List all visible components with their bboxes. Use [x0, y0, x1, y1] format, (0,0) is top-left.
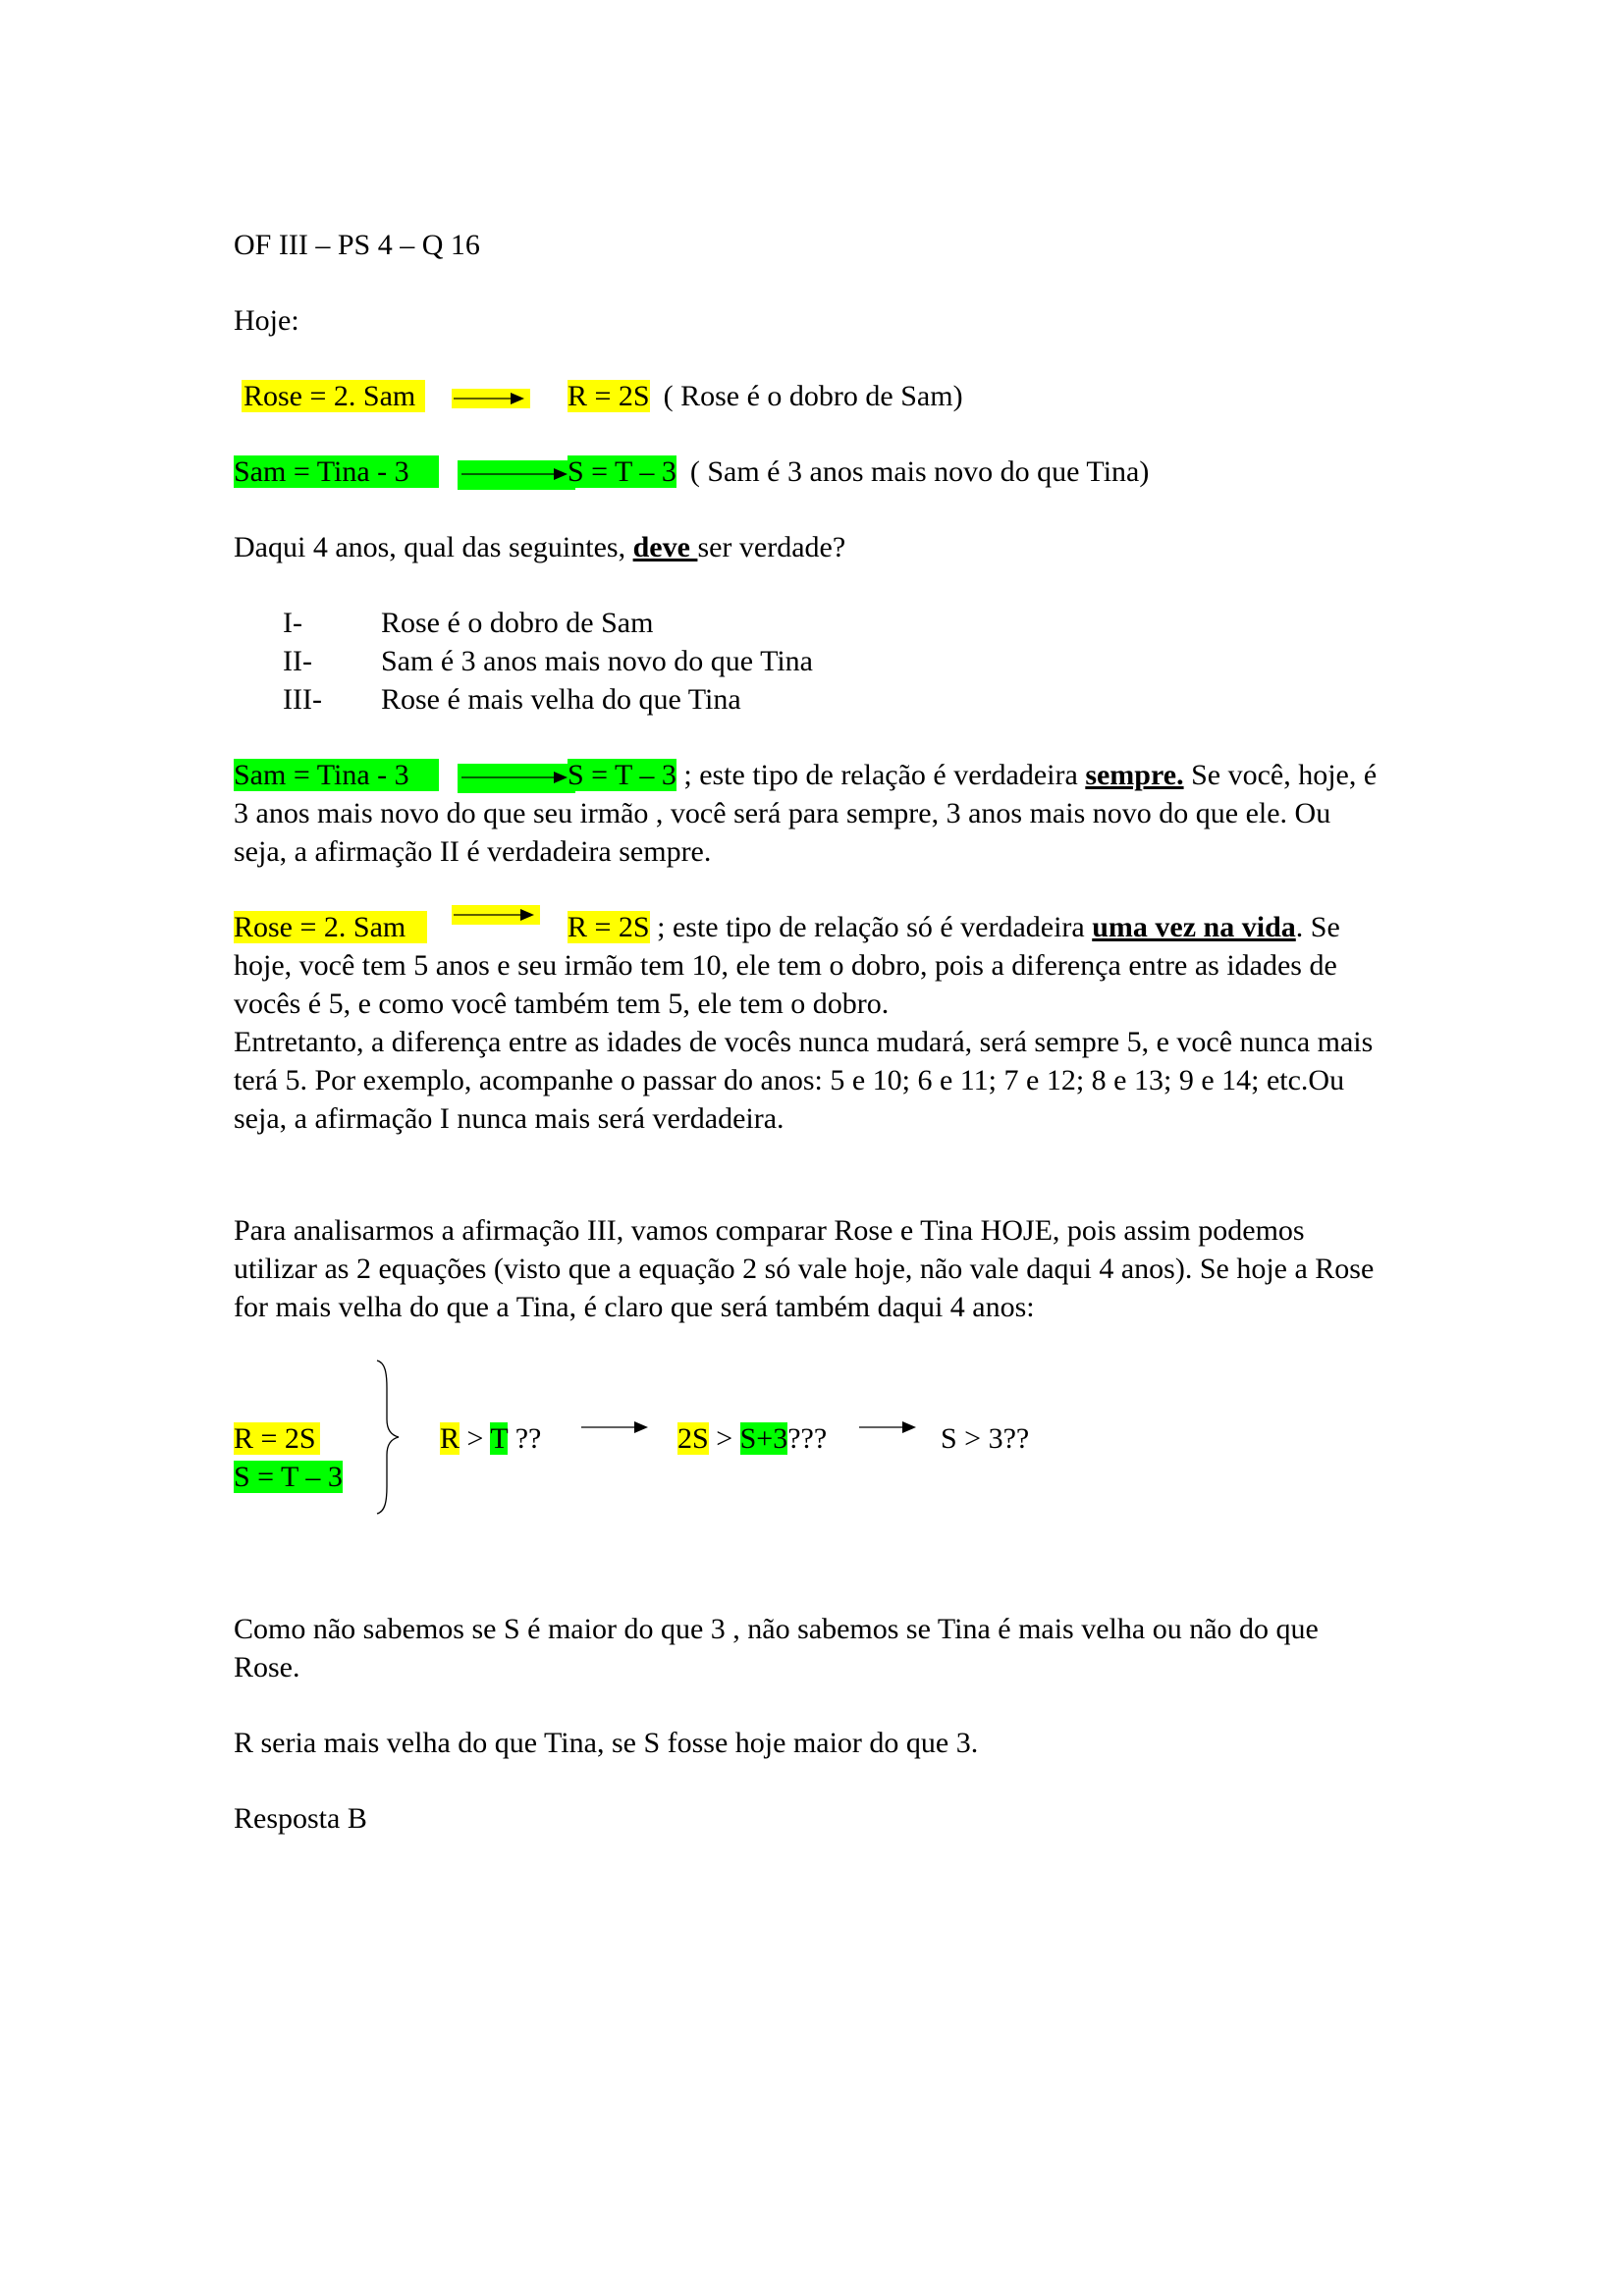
- hoje-label: Hoje:: [234, 304, 299, 337]
- analysis1-line4: Entretanto, a diferença entre as idades de vocês nunca mudará, será sempre 5, e você nunca mais: [234, 1026, 1374, 1058]
- conclusion-line1: Como não sabemos se S é maior do que 3 , não sabemos se Tina é mais velha ou não do que: [234, 1613, 1319, 1645]
- arrow-icon: [458, 764, 575, 793]
- question: Daqui 4 anos, qual das seguintes, deve ser verdade?: [234, 531, 846, 563]
- eq1-right: R = 2S ( Rose é o dobro de Sam): [568, 380, 963, 412]
- analysis1-left: Rose = 2. Sam: [234, 908, 427, 946]
- system-step1: R > T ??: [440, 1422, 542, 1455]
- eq2-left: Sam = Tina - 3: [234, 453, 439, 491]
- arrow-icon: [579, 1417, 653, 1437]
- system-eq-a: R = 2S: [234, 1419, 320, 1458]
- analysis3-line3: for mais velha do que a Tina, é claro que será também daqui 4 anos:: [234, 1291, 1035, 1323]
- option-num: III-: [283, 683, 322, 716]
- system-step2: 2S > S+3???: [677, 1422, 828, 1455]
- option-num: II-: [283, 645, 312, 677]
- conclusion-line3: R seria mais velha do que Tina, se S fosse hoje maior do que 3.: [234, 1727, 979, 1759]
- analysis2-line2: 3 anos mais novo do que seu irmão , você será para sempre, 3 anos mais novo do que ele. Ou: [234, 797, 1331, 829]
- analysis3-line2: utilizar as 2 equações (visto que a equação 2 só vale hoje, não vale daqui 4 anos). Se hoje a Rose: [234, 1253, 1375, 1285]
- right-brace-icon: [373, 1359, 403, 1516]
- arrow-icon: [452, 905, 540, 925]
- option-text: Sam é 3 anos mais novo do que Tina: [381, 645, 813, 677]
- eq1-left: Rose = 2. Sam: [242, 377, 425, 415]
- analysis2-left: Sam = Tina - 3: [234, 756, 439, 794]
- arrow-icon: [857, 1417, 921, 1437]
- system-eq-b: S = T – 3: [234, 1461, 343, 1493]
- analysis1-line3: vocês é 5, e como você também tem 5, ele tem o dobro.: [234, 988, 890, 1020]
- option-text: Rose é o dobro de Sam: [381, 607, 654, 639]
- arrow-icon: [458, 460, 575, 490]
- option-text: Rose é mais velha do que Tina: [381, 683, 741, 716]
- conclusion-line2: Rose.: [234, 1651, 300, 1683]
- arrow-icon: [452, 389, 530, 408]
- analysis1-line1: R = 2S ; este tipo de relação só é verdadeira uma vez na vida. Se: [568, 911, 1340, 943]
- analysis1-line2: hoje, você tem 5 anos e seu irmão tem 10, ele tem o dobro, pois a diferença entre as idades de: [234, 949, 1337, 982]
- analysis1-line5: terá 5. Por exemplo, acompanhe o passar do anos: 5 e 10; 6 e 11; 7 e 12; 8 e 13; 9 e 14; etc.Ou: [234, 1064, 1345, 1096]
- answer: Resposta B: [234, 1802, 367, 1835]
- option-num: I-: [283, 607, 302, 639]
- system-final: S > 3??: [941, 1422, 1030, 1455]
- analysis3-line1: Para analisarmos a afirmação III, vamos comparar Rose e Tina HOJE, pois assim podemos: [234, 1214, 1305, 1247]
- analysis2-line1: S = T – 3 ; este tipo de relação é verdadeira sempre. Se você, hoje, é: [568, 759, 1378, 791]
- page-title: OF III – PS 4 – Q 16: [234, 229, 480, 261]
- analysis1-line6: seja, a afirmação I nunca mais será verdadeira.: [234, 1102, 784, 1135]
- eq2-right: S = T – 3 ( Sam é 3 anos mais novo do que Tina): [568, 455, 1150, 488]
- analysis2-line3: seja, a afirmação II é verdadeira sempre.: [234, 835, 712, 868]
